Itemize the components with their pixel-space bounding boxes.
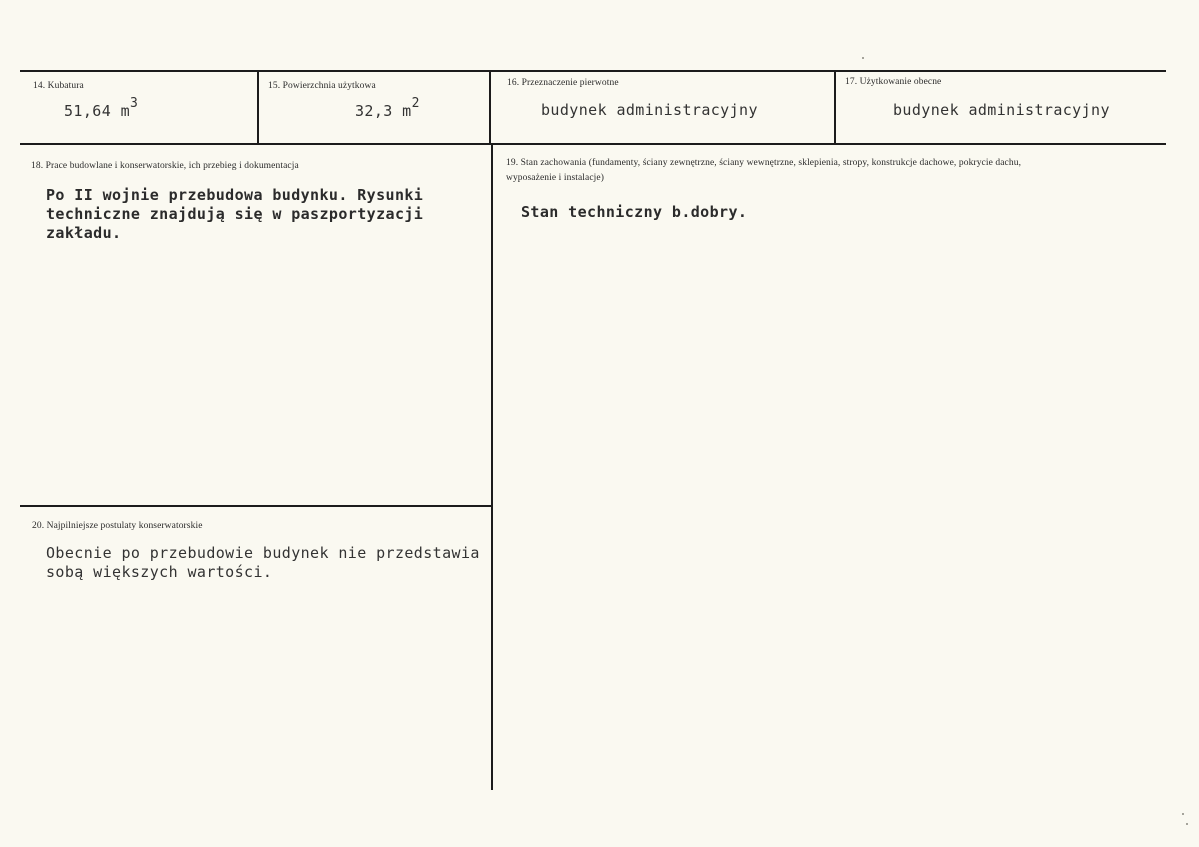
field-15-value-text: 32,3 m (355, 102, 412, 120)
main-column-divider (491, 145, 493, 790)
field-15-value (355, 96, 420, 120)
paper-speck (862, 57, 864, 59)
field-18-value: Po II wojnie przebudowa budynku. Rysunki techniczne znajdują się w paszportyzacji zakładu. (46, 186, 424, 242)
field-17-label: 17. Użytkowanie obecne (845, 77, 942, 87)
top-row-bottom-line (20, 143, 1166, 145)
section-18-20-divider (20, 505, 491, 507)
field-14-unit-exponent: 3 (130, 96, 139, 111)
field-14-label: 14. Kubatura (33, 81, 84, 91)
field-16-value: budynek administracyjny (541, 101, 758, 119)
field-20-value: Obecnie po przebudowie budynek nie przedstawia sobą większych wartości. (46, 544, 480, 581)
field-19-value: Stan techniczny b.dobry. (521, 203, 748, 221)
field-14-value-text: 51,64 m (64, 102, 131, 120)
field-19-label: 19. Stan zachowania (fundamenty, ściany zewnętrzne, ściany wewnętrzne, sklepienia, stropy, konstrukcje dachowe, pokrycie dachu, wyposażenie i instalacje) (506, 158, 1022, 183)
paper-speck (1182, 813, 1184, 815)
field-20-label: 20. Najpilniejsze postulaty konserwatorskie (32, 521, 203, 531)
separator-16-17 (834, 72, 836, 144)
field-15-unit-exponent: 2 (411, 96, 420, 111)
field-18-label: 18. Prace budowlane i konserwatorskie, ich przebieg i dokumentacja (31, 161, 299, 171)
paper-speck (1186, 823, 1188, 825)
field-16-label: 16. Przeznaczenie pierwotne (507, 78, 619, 88)
separator-15-16 (489, 72, 491, 144)
separator-14-15 (257, 72, 259, 144)
field-15-label: 15. Powierzchnia użytkowa (268, 81, 376, 91)
top-row-top-line (20, 70, 1166, 72)
field-14-value (64, 96, 139, 120)
field-17-value: budynek administracyjny (893, 101, 1110, 119)
